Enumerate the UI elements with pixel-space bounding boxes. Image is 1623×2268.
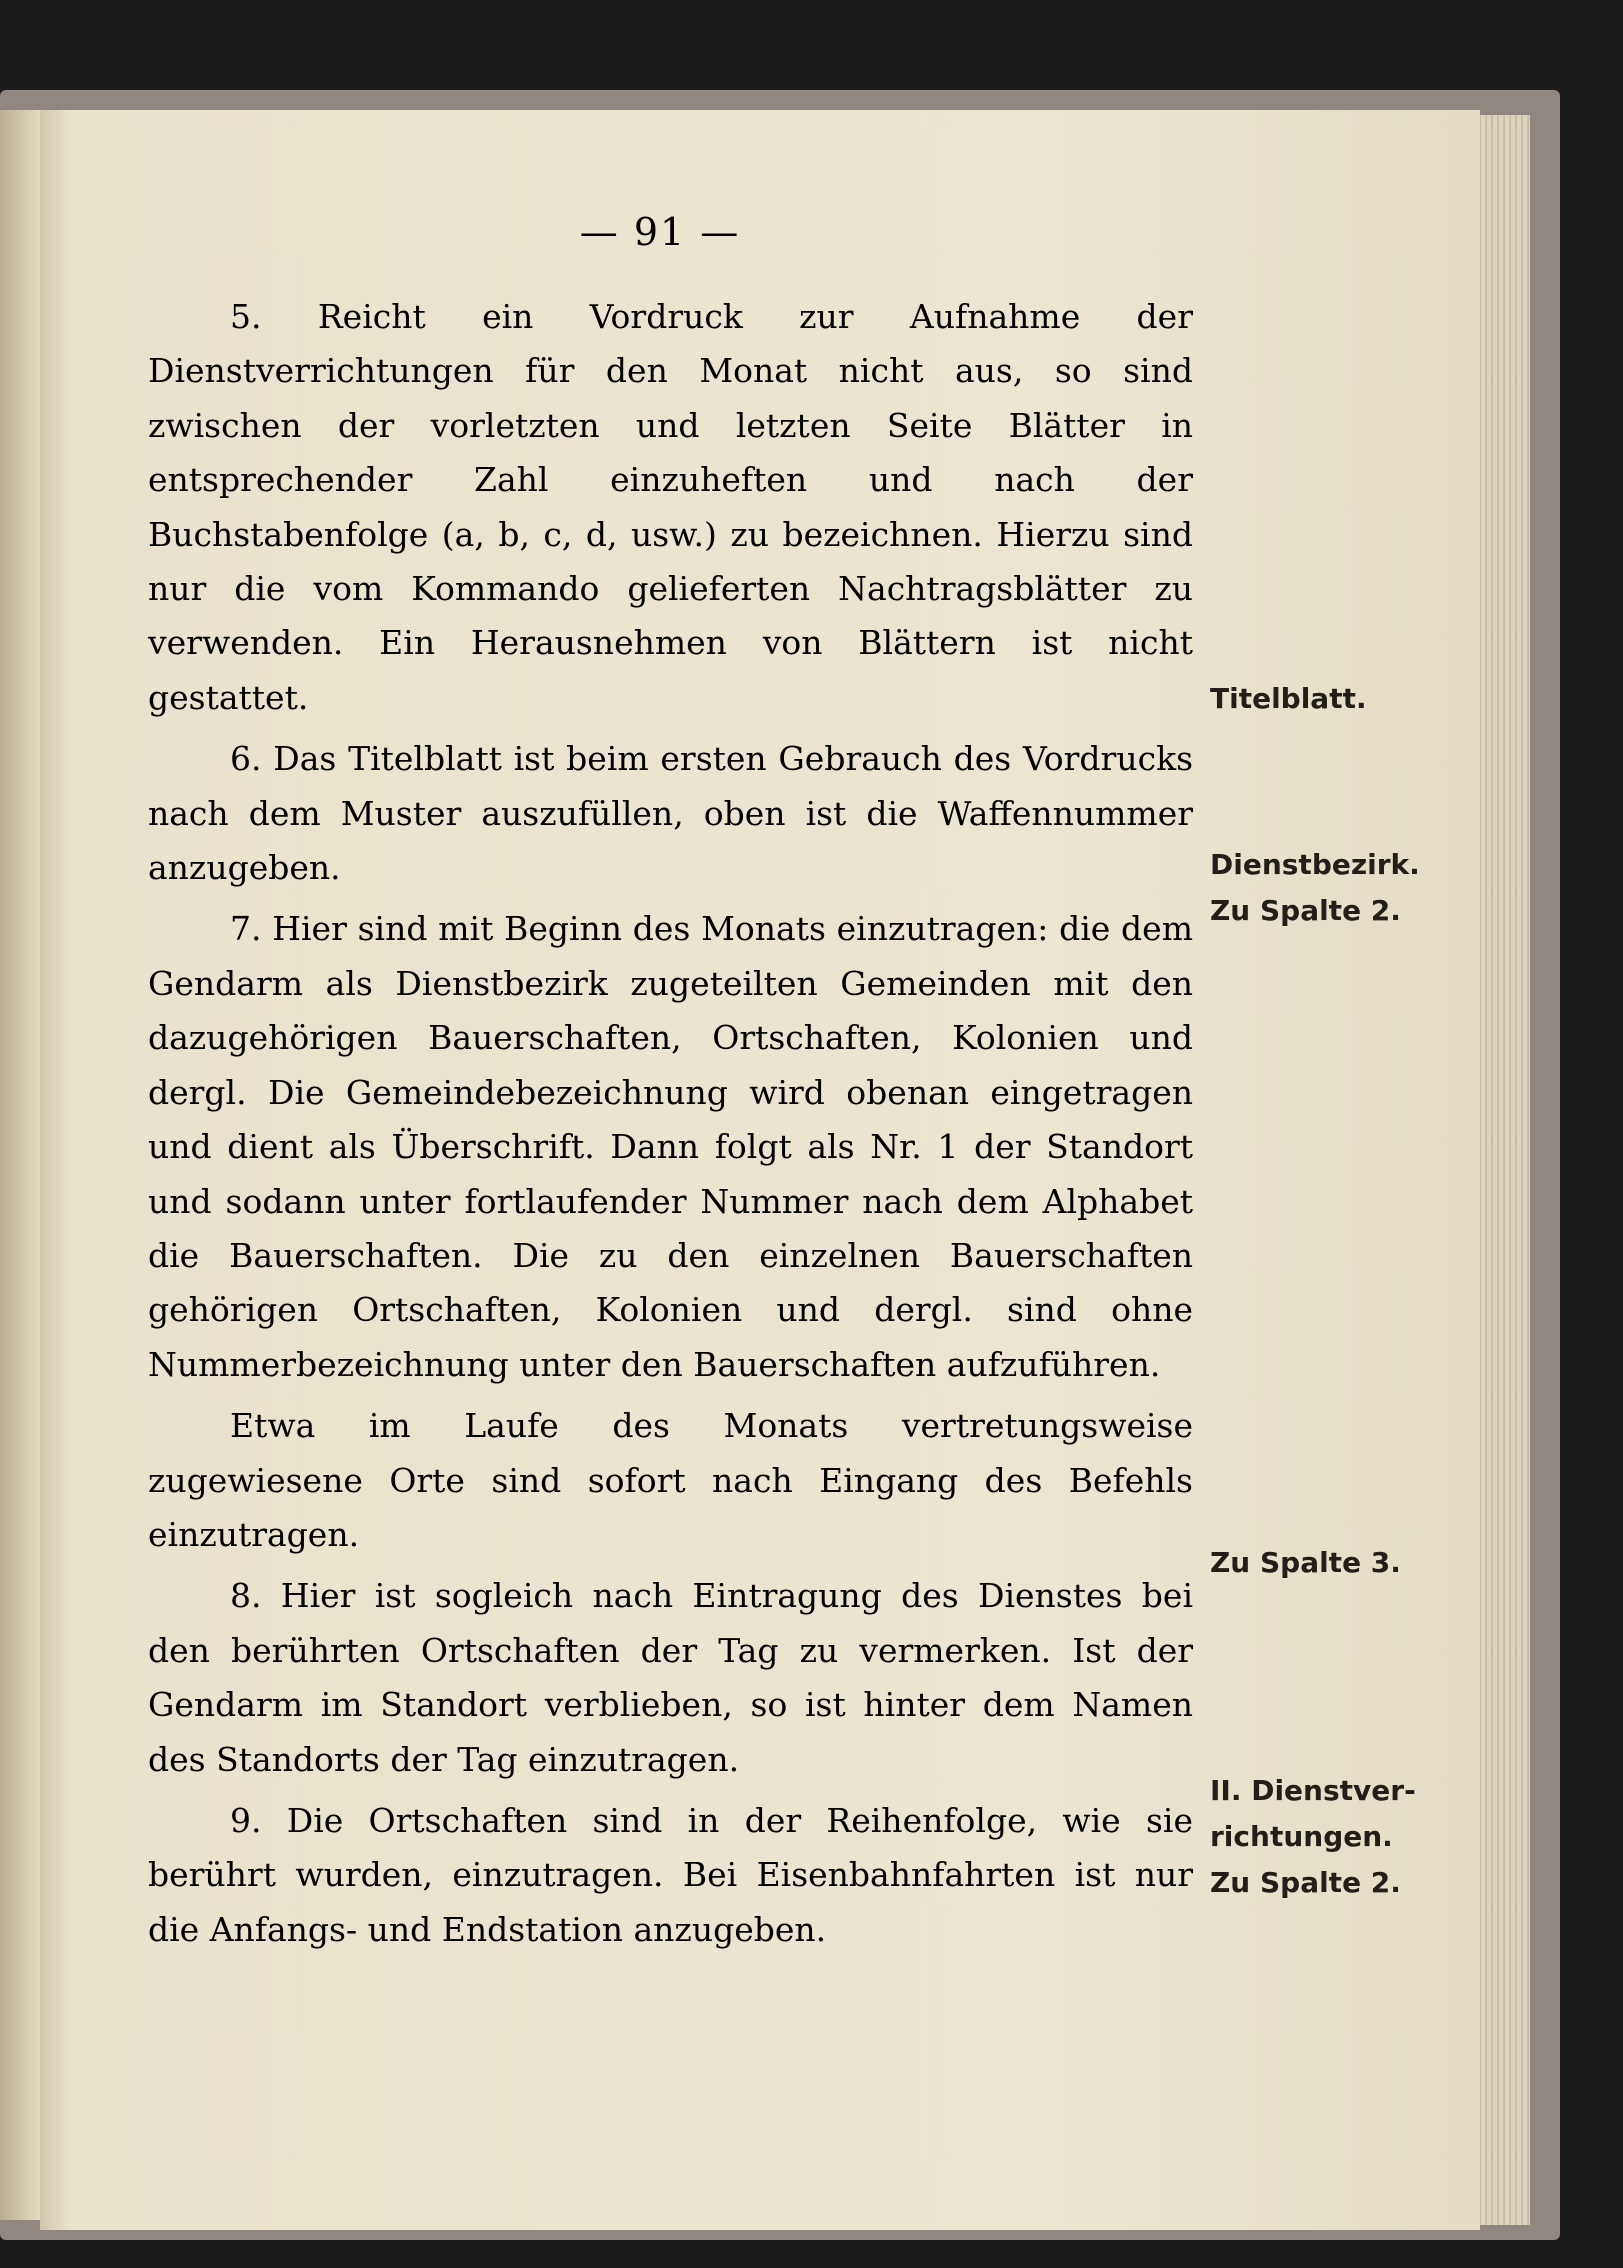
margin-note-titelblatt	[1210, 676, 1440, 722]
margin-note-dienstbezirk	[1210, 842, 1440, 934]
margin-note-dienstbezirk-line2: Zu Spalte 2.	[1210, 894, 1401, 927]
margin-note-titelblatt-text: Titelblatt.	[1210, 682, 1367, 715]
paragraph-8: 8. Hier ist sogleich nach Eintragung des Dienstes bei den berührten Ortschaften der Tag zu vermerken. Ist der Gendarm im Standort verblieben, so ist hinter dem Namen des Standorts der Tag einzutragen.	[148, 1576, 1193, 1779]
paragraph-9: 9. Die Ortschaften sind in der Reihenfolge, wie sie berührt wurden, einzutragen. Bei Eisenbahnfahrten ist nur die Anfangs- und Endstation anzugeben.	[148, 1800, 1193, 1949]
page-number: — 91 —	[579, 210, 741, 254]
margin-note-dienstverrichtungen-line3: Zu Spalte 2.	[1210, 1866, 1401, 1899]
margin-note-spalte3-text: Zu Spalte 3.	[1210, 1546, 1401, 1579]
margin-note-dienstverrichtungen	[1210, 1768, 1440, 1906]
margin-note-dienstverrichtungen-line2: richtungen.	[1210, 1820, 1393, 1853]
paragraph-6: 6. Das Titelblatt ist beim ersten Gebrauch des Vordrucks nach dem Muster auszufüllen, oben ist die Waffennummer anzugeben.	[148, 739, 1193, 888]
paragraph-7-continued: Etwa im Laufe des Monats vertretungsweise zugewiesene Orte sind sofort nach Eingang des Befehls einzutragen.	[148, 1406, 1193, 1554]
margin-note-spalte3	[1210, 1540, 1440, 1586]
paragraph-5: 5. Reicht ein Vordruck zur Aufnahme der Dienstverrichtungen für den Monat nicht aus, so sind zwischen der vorletzten und letzten Seite Blätter in entsprechender Zahl einzuheften und nach der Buchstabenfolge (a, b, c, d, usw.) zu bezeichnen. Hierzu sind nur die vom Kommando gelieferten Nachtragsblätter zu verwenden. Ein Herausnehmen von Blättern ist nicht gestattet.	[148, 297, 1193, 717]
margin-note-dienstverrichtungen-line1: II. Dienstver-	[1210, 1774, 1416, 1807]
page-body	[148, 290, 1193, 1957]
margin-note-dienstbezirk-line1: Dienstbezirk.	[1210, 848, 1420, 881]
paragraph-7: 7. Hier sind mit Beginn des Monats einzutragen: die dem Gendarm als Dienstbezirk zugeteilten Gemeinden mit den dazugehörigen Bauerschaften, Ortschaften, Kolonien und dergl. Die Gemeindebezeichnung wird obenan eingetragen und dient als Überschrift. Dann folgt als Nr. 1 der Standort und sodann unter fortlaufender Nummer nach dem Alphabet die Bauerschaften. Die zu den einzelnen Bauerschaften gehörigen Ortschaften, Kolonien und dergl. sind ohne Nummerbezeichnung unter den Bauerschaften aufzuführen.	[148, 909, 1193, 1384]
